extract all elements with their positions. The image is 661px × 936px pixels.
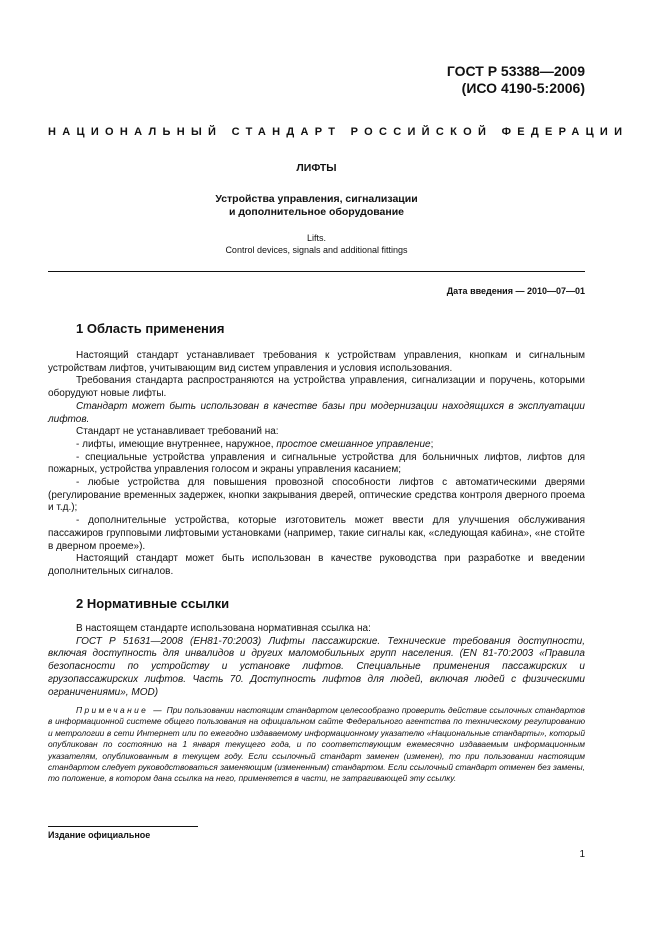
- section-1-heading: 1 Область применения: [76, 321, 225, 336]
- note-paragraph: [48, 705, 585, 785]
- paragraph-text: ;: [430, 438, 434, 450]
- iso-code: (ИСО 4190-5:2006): [461, 80, 585, 96]
- section-2-body: [48, 623, 585, 699]
- paragraph: [48, 439, 585, 452]
- note-label: Примечание —: [76, 705, 165, 715]
- standard-code-block: [447, 63, 585, 97]
- document-title: ЛИФТЫ: [296, 162, 337, 174]
- paragraph: Стандарт не устанавливает требований на:: [76, 426, 279, 438]
- introduction-date: Дата введения — 2010—07—01: [446, 286, 585, 296]
- paragraph-emphasis: простое смешанное управление: [276, 438, 431, 450]
- paragraph-text: - лифты, имеющие внутреннее, наружное,: [76, 438, 274, 450]
- standard-code: ГОСТ Р 53388—2009: [446, 63, 585, 79]
- paragraph: Настоящий стандарт устанавливает требования к устройствам управления, кнопкам и сигнальным устройствам лифтов, учитывающим вид систем управления и условия использования.: [48, 350, 585, 374]
- section-1-body: [48, 350, 585, 579]
- english-title: [48, 232, 585, 256]
- paragraph: В настоящем стандарте использована нормативная ссылка на:: [76, 623, 371, 634]
- paragraph: - специальные устройства управления и сигнальные устройства для больничных лифтов, лифтов для пожарных, устройства управления голосом и экраны управления касанием;: [48, 451, 585, 476]
- edition-label: Издание официальное: [48, 830, 151, 840]
- page-number: 1: [579, 849, 585, 860]
- english-title-line: Control devices, signals and additional fittings: [225, 245, 408, 255]
- section-2-heading: 2 Нормативные ссылки: [76, 596, 230, 611]
- national-standard-banner: НАЦИОНАЛЬНЫЙ СТАНДАРТ РОССИЙСКОЙ ФЕДЕРАЦИИ: [48, 126, 629, 138]
- note-block: [48, 705, 585, 785]
- paragraph: Настоящий стандарт может быть использован в качестве руководства при разработке и введении дополнительных сигналов.: [48, 553, 585, 577]
- paragraph: Требования стандарта распространяются на устройства управления, сигнализации и поручень, которыми оборудуют новые лифты.: [48, 375, 585, 400]
- subtitle-line: Устройства управления, сигнализации: [215, 193, 418, 205]
- footer-divider: [48, 826, 198, 827]
- normative-reference: ГОСТ Р 51631—2008 (ЕН81-70:2003) Лифты пассажирские. Технические требования доступности, включая доступность для инвалидов и других маломобильных групп населения. (EN 81-70:2003 «Правила безопасности по устройству и установке лифтов. Специальные применения пассажирских и грузопассажирских лифтов. Часть 70. Доступность лифтов для людей, включая людей с физическими ограничениями», MOD): [48, 635, 585, 698]
- document-subtitle: [48, 193, 585, 219]
- paragraph: - дополнительные устройства, которые изготовитель может ввести для улучшения обслуживания пассажиров групповыми лифтовыми установками (например, такие сигналы как, «следующая кабина», «не стойте в дверном проеме»).: [48, 515, 585, 552]
- divider: [48, 271, 585, 272]
- paragraph: Стандарт может быть использован в качестве базы при модернизации находящихся в эксплуатации лифтов.: [48, 400, 585, 425]
- english-title-line: Lifts.: [306, 233, 326, 243]
- note-text: При пользовании настоящим стандартом целесообразно проверить действие ссылочных стандартов в информационной системе общего пользования на официальном сайте Федерального агентства по техническому регулированию и метрологии в сети Интернет или по ежегодно издаваемому информационному указателю «Национальные стандарты», который опубликован по состоянию на 1 января текущего года, и по соответствующим ежемесячно издаваемым информационным указателям, опубликованным в текущем году. Если ссылочный стандарт заменен (изменен), то при пользовании настоящим стандартом следует руководствоваться заменяющим (измененным) стандартом. Если ссылочный стандарт отменен без замены, то положение, в котором дана ссылка на него, применяется в части, не затрагивающей эту ссылку.: [48, 705, 586, 784]
- subtitle-line: и дополнительное оборудование: [228, 206, 405, 218]
- paragraph: - любые устройства для повышения провозной способности лифтов с автоматическими дверями (регулирование временных задержек, кнопки закрывания дверей, оптические средства контроля дверного проема и т.д.);: [48, 477, 585, 514]
